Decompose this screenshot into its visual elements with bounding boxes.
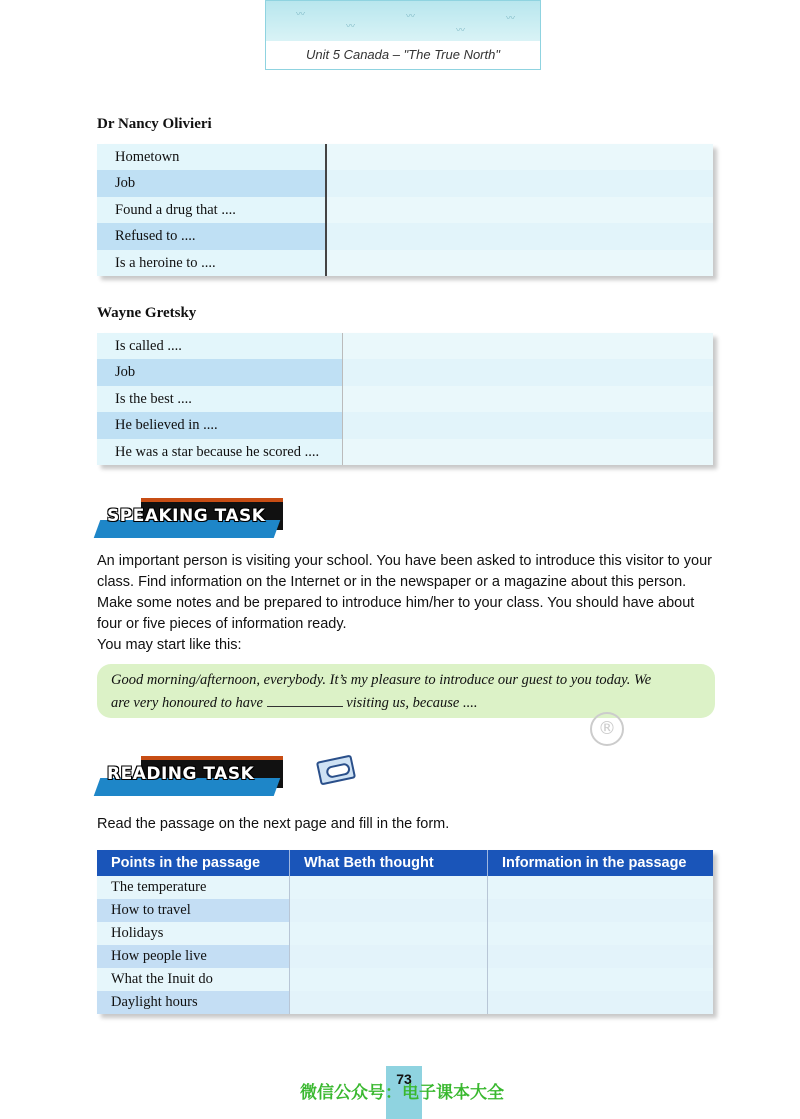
speaking-intro: You may start like this: — [97, 637, 242, 653]
row-label: Hometown — [97, 144, 327, 170]
table-row — [97, 223, 713, 249]
gretsky-table — [97, 333, 713, 465]
reading-instruction: Read the passage on the next page and fill in the form. — [97, 816, 450, 832]
answer-cell[interactable] — [488, 945, 713, 968]
reading-form — [97, 850, 713, 1014]
unit-title: Unit 5 Canada – "The True North" — [306, 47, 500, 62]
table-row — [97, 922, 713, 945]
reading-task-banner — [97, 756, 287, 800]
table-row — [97, 359, 713, 385]
answer-cell[interactable] — [290, 899, 488, 922]
unit-header — [265, 0, 541, 70]
answer-cell[interactable] — [488, 968, 713, 991]
banner-text: SPEAKING TASK — [107, 506, 266, 526]
table-row — [97, 945, 713, 968]
row-label: Holidays — [97, 922, 290, 945]
olivieri-table — [97, 144, 713, 276]
row-label: Found a drug that .... — [97, 197, 327, 223]
row-label: What the Inuit do — [97, 968, 290, 991]
row-label: He believed in .... — [97, 412, 343, 438]
form-header — [97, 850, 713, 876]
speech-line: Good morning/afternoon, everybody. It’s my pleasure to introduce our guest to you today. We — [111, 672, 652, 688]
row-label: Job — [97, 359, 343, 385]
speech-text: visiting us, because .... — [346, 695, 478, 711]
table-row — [97, 876, 713, 899]
olivieri-heading: Dr Nancy Olivieri — [97, 116, 212, 132]
row-label: The temperature — [97, 876, 290, 899]
gretsky-heading: Wayne Gretsky — [97, 305, 197, 321]
table-row — [97, 412, 713, 438]
row-label: Daylight hours — [97, 991, 290, 1014]
table-row — [97, 968, 713, 991]
answer-cell[interactable] — [290, 991, 488, 1014]
header-sky-image: 〰 〰 〰 〰 〰 — [266, 1, 540, 41]
footer-watermark-text: 微信公众号：电子课本大全 — [300, 1083, 504, 1103]
registered-mark-icon: ® — [590, 712, 624, 746]
answer-cell[interactable] — [488, 899, 713, 922]
table-row — [97, 250, 713, 276]
cassette-tape-icon — [316, 755, 356, 786]
answer-cell[interactable] — [327, 250, 713, 276]
answer-cell[interactable] — [343, 439, 713, 465]
row-label: Is the best .... — [97, 386, 343, 412]
banner-text: READING TASK — [107, 764, 255, 784]
speaking-paragraph: An important person is visiting your school. You have been asked to introduce this visitor to your class. Find information on the Internet or in the newspaper or a magazine about this person. Make some notes and be prepared to introduce him/her to your class. You should have about four or five pieces of information ready. — [97, 553, 712, 632]
answer-cell[interactable] — [327, 197, 713, 223]
answer-cell[interactable] — [343, 359, 713, 385]
answer-cell[interactable] — [290, 945, 488, 968]
speech-text: are very honoured to have — [111, 695, 263, 711]
speech-box — [97, 664, 715, 718]
row-label: Is called .... — [97, 333, 343, 359]
column-header: Information in the passage — [502, 855, 687, 871]
row-label: Is a heroine to .... — [97, 250, 327, 276]
answer-cell[interactable] — [290, 968, 488, 991]
answer-cell[interactable] — [343, 412, 713, 438]
column-header: What Beth thought — [290, 850, 488, 876]
answer-cell[interactable] — [488, 876, 713, 899]
answer-cell[interactable] — [343, 386, 713, 412]
answer-cell[interactable] — [343, 333, 713, 359]
table-row — [97, 899, 713, 922]
page-number: 73 — [386, 1066, 422, 1119]
row-label: How to travel — [97, 899, 290, 922]
table-row — [97, 439, 713, 465]
answer-cell[interactable] — [488, 922, 713, 945]
answer-cell[interactable] — [327, 170, 713, 196]
answer-cell[interactable] — [488, 991, 713, 1014]
fill-blank[interactable] — [267, 692, 343, 707]
row-label: Job — [97, 170, 327, 196]
table-row — [97, 197, 713, 223]
table-row — [97, 991, 713, 1014]
table-row — [97, 333, 713, 359]
answer-cell[interactable] — [290, 876, 488, 899]
column-header: Points in the passage — [97, 850, 290, 876]
row-label: How people live — [97, 945, 290, 968]
answer-cell[interactable] — [327, 144, 713, 170]
speaking-task-banner — [97, 498, 287, 542]
row-label: He was a star because he scored .... — [97, 439, 343, 465]
row-label: Refused to .... — [97, 223, 327, 249]
table-row — [97, 170, 713, 196]
table-row — [97, 386, 713, 412]
answer-cell[interactable] — [290, 922, 488, 945]
answer-cell[interactable] — [327, 223, 713, 249]
speech-line — [111, 692, 701, 715]
table-row — [97, 144, 713, 170]
